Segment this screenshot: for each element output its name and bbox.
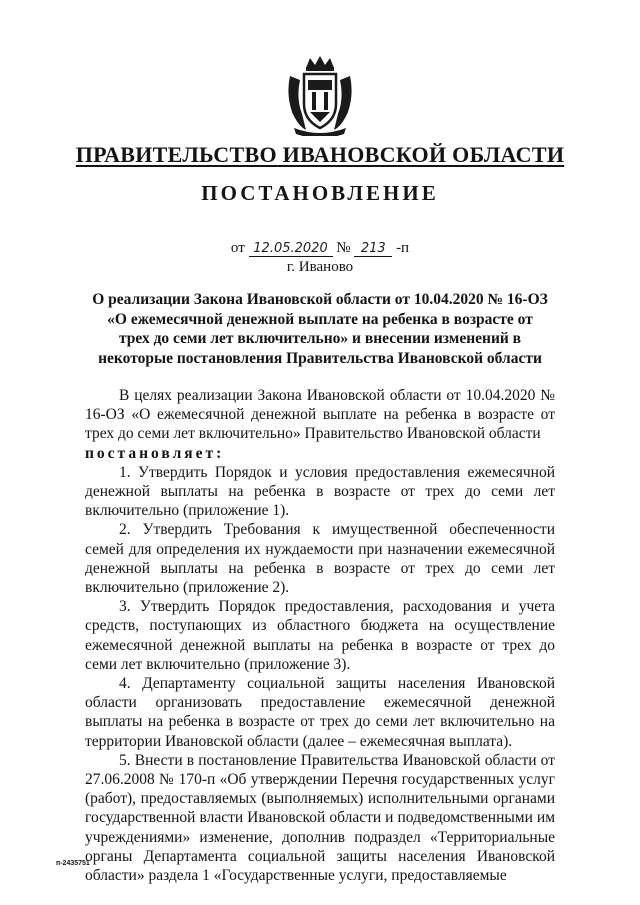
intro-paragraph: [85, 386, 555, 463]
document-subject: О реализации Закона Ивановской области от 10.04.2020 № 16-ОЗ «О ежемесячной денежной выплате на ребенка в возрасте от трех до семи лет включительно» и внесении изменений в некоторые постановления Правительства Ивановской области: [92, 291, 548, 367]
document-body: [85, 386, 555, 885]
paragraph-item-5: 5. Внести в постановление Правительства Ивановской области от 27.06.2008 № 170-п «Об утверждении Перечня государственных услуг (работ), предоставляемых (выполняемых) исполнительными органами государственной власти Ивановской области и подведомственными им учреждениями» изменение, дополнив подраздел «Территориальные органы Департамента социальной защиты населения Ивановской области» раздела 1 «Государственные услуги, предоставляемые: [85, 751, 555, 885]
date-number-line: [0, 240, 640, 257]
resolves-keyword: постановляет:: [85, 444, 225, 462]
handwritten-date: 12.05.2020: [249, 242, 333, 257]
paragraph-item-3: 3. Утвердить Порядок предоставления, расходования и учета средств, поступающих из областного бюджета на осуществление ежемесячной денежной выплаты на ребенка в возрасте от трех до семи лет включительно (приложение 3).: [85, 598, 555, 673]
document-code: п-2435751: [56, 860, 90, 867]
paragraph-item-4: 4. Департаменту социальной защиты населения Ивановской области организовать предоставление ежемесячной денежной выплаты на ребенка в возрасте от трех до семи лет включительно на территории Ивановской области (далее – ежемесячная выплата).: [85, 675, 555, 750]
intro-text: В целях реализации Закона Ивановской области от 10.04.2020 № 16-ОЗ «О ежемесячной денежной выплате на ребенка в возрасте от трех до семи лет включительно» Правительство Ивановской области: [85, 387, 555, 443]
paragraph-item-1: 1. Утвердить Порядок и условия предоставления ежемесячной денежной выплаты на ребенка в возрасте от трех до семи лет включительно (приложение 1).: [85, 463, 555, 520]
handwritten-number: 213: [354, 242, 392, 257]
date-prefix: от: [230, 240, 245, 256]
number-suffix: -п: [396, 240, 410, 256]
coat-of-arms-icon: [284, 54, 356, 136]
number-sign: №: [336, 240, 351, 256]
city-line: г. Иваново: [286, 259, 354, 275]
document-type-title: ПОСТАНОВЛЕНИЕ: [201, 181, 439, 205]
paragraph-item-2: 2. Утвердить Требования к имущественной обеспеченности семей для определения их нуждаемости при назначении ежемесячной денежной выплаты на ребенка в возрасте от трех до семи лет включительно (приложение 2).: [85, 521, 555, 597]
government-title: ПРАВИТЕЛЬСТВО ИВАНОВСКОЙ ОБЛАСТИ: [75, 142, 565, 167]
